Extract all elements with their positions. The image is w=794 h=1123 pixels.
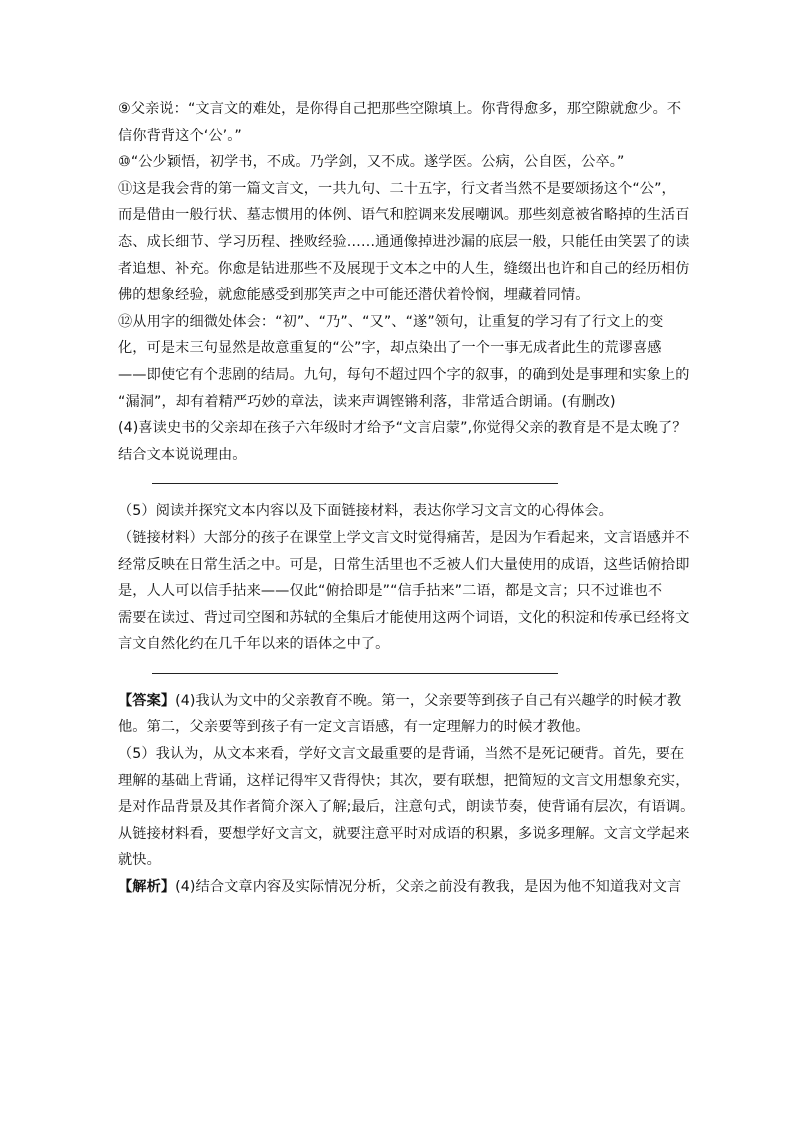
question-4 xyxy=(118,415,687,468)
analysis-text: (4)结合文章内容及实际情况分析，父亲之前没有教我，是因为他不知道我对文言 xyxy=(175,879,682,896)
answer-label: 【答案】 xyxy=(118,692,176,709)
answer-blank-line xyxy=(152,483,558,484)
text-line: ⑫从用字的细微处体会：“初”、“乃”、“又”、“遂”领句，让重复的学习有了行文上的变 xyxy=(118,313,664,330)
answer-line-1 xyxy=(118,688,682,715)
text-line: 化，可是末三句显然是故意重复的“公”字，却点染出了一个一事无成者此生的荒谬喜感 xyxy=(118,340,662,357)
answer-section xyxy=(118,688,695,874)
text-line: ⑩“公少颖悟，初学书，不成。乃学剑，又不成。遂学医。公病，公自医，公卒。” xyxy=(118,154,625,171)
text-line: 而是借由一般行状、墓志惯用的体例、语气和腔调来发展嘲讽。那些刻意被省略掉的生活百 xyxy=(118,207,690,224)
analysis-line-1 xyxy=(118,874,682,901)
analysis-section xyxy=(118,874,682,901)
text-line: 者追想、补充。你愈是钻进那些不及展现于文本之中的人生，缝缀出也许和自己的经历相仿 xyxy=(118,260,690,277)
text-line: 理解的基础上背诵，这样记得牢又背得快；其次，要有联想，把简短的文言文用想象充实， xyxy=(118,772,690,789)
question-text: （5）阅读并探究文本内容以及下面链接材料，表达你学习文言文的心得体会。 xyxy=(118,503,613,520)
answer-text: (4)我认为文中的父亲教育不晚。第一，父亲要等到孩子自己有兴趣学的时候才教 xyxy=(175,692,682,709)
text-line: ⑪这是我会背的第一篇文言文，一共九句、二十五字，行文者当然不是要颂扬这个“公”， xyxy=(118,180,676,197)
paragraph-12 xyxy=(118,309,690,415)
paragraph-11 xyxy=(118,176,690,309)
text-line: 信你背背这个‘公’。” xyxy=(118,127,242,144)
question-text: (4)喜读史书的父亲却在孩子六年级时才给予“文言启蒙”,你觉得父亲的教育是不是太晚了？ xyxy=(118,420,687,437)
text-line: 言文自然化约在几千年以来的语体之中了。 xyxy=(118,636,390,653)
text-line: 他。第二，父亲要等到孩子有一定文言语感，有一定理解力的时候才教他。 xyxy=(118,719,590,736)
answer-blank-line xyxy=(152,673,558,674)
analysis-label: 【解析】 xyxy=(118,879,176,896)
text-line: 态、成长细节、学习历程、挫败经验……通通像掉进沙漏的底层一般，只能任由笑罢了的读 xyxy=(118,233,690,250)
text-line: 需要在读过、背过司空图和苏轼的全集后才能使用这两个词语，文化的积淀和传承已经将文 xyxy=(118,609,690,626)
question-5 xyxy=(118,498,678,525)
text-line: （5）我认为，从文本来看，学好文言文最重要的是背诵，当然不是死记硬背。首先，要在 xyxy=(118,746,685,763)
text-line: （链接材料）大部分的孩子在课堂上学文言文时觉得痛苦，是因为乍看起来，文言语感并不 xyxy=(118,529,690,546)
text-line: ⑨父亲说：“文言文的难处，是你得自己把那些空隙填上。你背得愈多，那空隙就愈少。不 xyxy=(118,101,682,117)
text-line: 是，人人可以信手拈来——仅此“俯拾即是”“信手拈来”二语，都是文言；只不过谁也不 xyxy=(118,583,663,600)
text-line: 从链接材料看，要想学好文言文，就要注意平时对成语的积累，多说多理解。文言文学起来 xyxy=(118,825,690,842)
question-text: 结合文本说说理由。 xyxy=(118,446,247,463)
text-line: ——即使它有个悲剧的结局。九句，每句不超过四个字的叙事，的确到处是事理和实象上的 xyxy=(118,366,690,383)
text-line: 是对作品背景及其作者简介深入了解;最后，注意句式，朗读节奏，使背诵有层次，有语调。 xyxy=(118,799,695,816)
paragraph-9 xyxy=(118,96,682,149)
text-line: 经常反映在日常生活之中。可是，日常生活里也不乏被人们大量使用的成语，这些话俯拾即 xyxy=(118,556,690,573)
link-material xyxy=(118,525,690,658)
paragraph-10 xyxy=(118,149,678,176)
text-line: “漏洞”，却有着精严巧妙的章法，读来声调铿锵利落，非常适合朗诵。(有删改) xyxy=(118,393,616,410)
text-line: 佛的想象经验，就愈能感受到那笑声之中可能还潜伏着怜悯，埋藏着同情。 xyxy=(118,287,590,304)
document-page xyxy=(118,96,695,901)
text-line: 就快。 xyxy=(118,852,161,869)
